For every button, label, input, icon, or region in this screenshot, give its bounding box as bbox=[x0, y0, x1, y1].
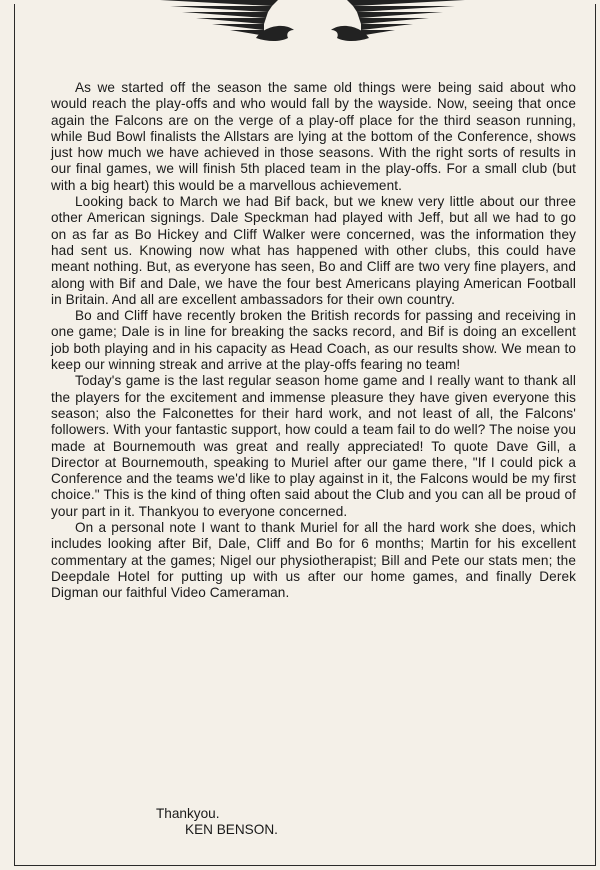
letter-body bbox=[51, 80, 576, 602]
signoff-block bbox=[156, 806, 278, 839]
falcon-wing-left-icon bbox=[160, 0, 295, 46]
closing-line: Thankyou. bbox=[156, 806, 220, 821]
falcon-wing-right-icon bbox=[330, 0, 465, 46]
signature-name: KEN BENSON. bbox=[185, 822, 278, 838]
paragraph-season-intro: As we started off the season the same old things were being said about who would reach the play-offs and who would fall by the wayside. Now, seeing that once again the Falcons are on the verge of a play-off place for the third season running, while Bud Bowl finalists the Allstars are lying at the bottom of the Conference, shows just how much we have achieved in those seasons. With the right sorts of results in our final games, we will finish 5th placed team in the play-offs. For a small club (but with a big heart) this would be a marvellous achievement. bbox=[51, 80, 576, 193]
paragraph-records: Bo and Cliff have recently broken the British records for passing and receiving in one game; Dale is in line for breaking the sacks record, and Bif is doing an excellent job both playing and in his capacity as Head Coach, as our results show. We mean to keep our winning streak and arrive at the play-offs fearing no team! bbox=[51, 308, 576, 373]
paragraph-personal-thanks: On a personal note I want to thank Muriel for all the hard work she does, which includes looking after Bif, Dale, Cliff and Bo for 6 months; Martin for his excellent commentary at the games; Nigel our physiotherapist; Bill and Pete our stats men; the Deepdale Hotel for putting up with us after our home games, and finally Derek Digman our faithful Video Cameraman. bbox=[51, 520, 576, 601]
paragraph-american-signings: Looking back to March we had Bif back, but we knew very little about our three other American signings. Dale Speckman had played with Jeff, but all we had to go on as far as Bo Hickey and Cliff Walker were concerned, was the information they had sent us. Knowing now what has happened with other clubs, this could have meant nothing. But, as everyone has seen, Bo and Cliff are two very fine players, and along with Bif and Dale, we have the four best Americans playing American Football in Britain. And all are excellent ambassadors for their own country. bbox=[51, 194, 576, 307]
paragraph-thanks-players: Today's game is the last regular season home game and I really want to thank all the players for the excitement and immense pleasure they have given everyone this season; also the Falconettes for their hard work, and not least of all, the Falcons' followers. With your fantastic support, how could a team fail to do well? The noise you made at Bournemouth was great and really appreciated! To quote Dave Gill, a Director at Bournemouth, speaking to Muriel after our game there, "If I could pick a Conference and the teams we'd like to play against in it, the Falcons would be my first choice." This is the kind of thing often said about the Club and you can all be proud of your part in it. Thankyou to everyone concerned. bbox=[51, 373, 576, 519]
